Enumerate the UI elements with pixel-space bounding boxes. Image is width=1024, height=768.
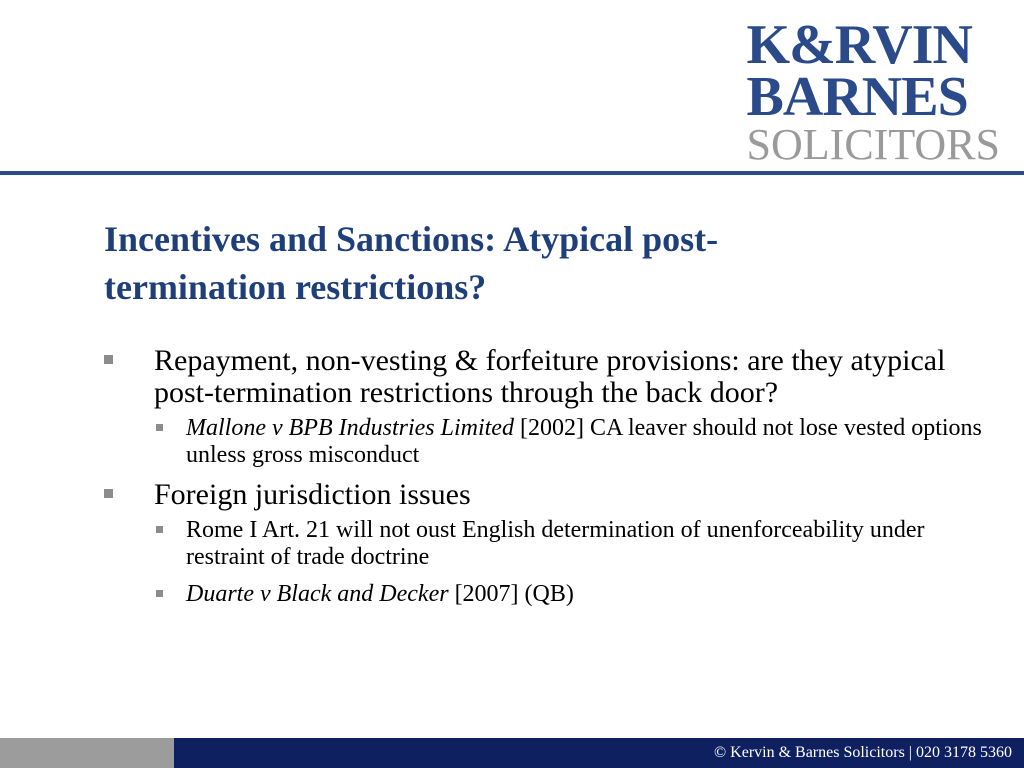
- square-bullet-icon: [104, 355, 113, 364]
- logo-line-2: BARNES: [746, 65, 968, 128]
- sub-bullet-text: Rome I Art. 21 will not oust English determination of unenforceability under restraint of trade doctrine: [186, 517, 925, 570]
- sub-bullet-item: [104, 517, 1004, 571]
- sub-bullet-item: [104, 581, 1004, 608]
- footer-bar: [174, 738, 1024, 768]
- bullet-text: Repayment, non-vesting & forfeiture provisions: are they atypical post-termination restrictions through the back door?: [154, 344, 946, 409]
- bullet-text: Foreign jurisdiction issues: [154, 478, 471, 511]
- footer-copyright: © Kervin & Barnes Solicitors | 020 3178 5360: [714, 744, 1012, 761]
- slide-content: [104, 345, 1004, 618]
- bullet-item: [104, 479, 1004, 511]
- logo-line-3: SOLICITORS: [746, 120, 1000, 170]
- header-divider: [0, 171, 1024, 175]
- case-name: Mallone v BPB Industries Limited: [186, 415, 514, 441]
- sub-bullet-item: [104, 415, 1004, 469]
- company-logo: [746, 14, 1000, 170]
- sub-bullet-text: [2007] (QB): [448, 581, 574, 607]
- square-bullet-icon: [104, 489, 113, 498]
- slide-title: Incentives and Sanctions: Atypical post-termination restrictions?: [104, 219, 719, 307]
- case-name: Duarte v Black and Decker: [186, 581, 449, 607]
- logo-line-1: K&RVIN: [746, 14, 972, 76]
- square-bullet-icon: [156, 526, 163, 533]
- sub-bullet-text: [2002] CA leaver should not lose vested options unless gross misconduct: [186, 415, 982, 468]
- square-bullet-icon: [156, 424, 163, 431]
- footer-grey-bar: [0, 738, 174, 768]
- bullet-item: [104, 345, 1004, 409]
- square-bullet-icon: [156, 590, 163, 597]
